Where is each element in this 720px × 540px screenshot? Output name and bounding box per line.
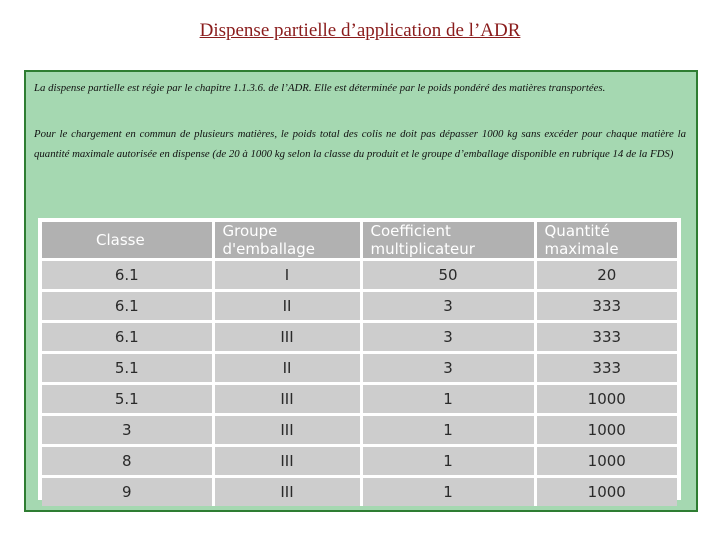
header-coefficient: Coefficient multiplicateur bbox=[361, 222, 535, 260]
cell-groupe: II bbox=[213, 353, 361, 384]
cell-quantite: 333 bbox=[535, 322, 677, 353]
page-title: Dispense partielle d’application de l’ADR bbox=[199, 20, 521, 41]
cell-coefficient: 1 bbox=[361, 446, 535, 477]
dispense-table bbox=[42, 222, 677, 506]
cell-quantite: 20 bbox=[535, 260, 677, 291]
cell-coefficient: 1 bbox=[361, 384, 535, 415]
cell-classe: 6.1 bbox=[42, 260, 213, 291]
cell-classe: 3 bbox=[42, 415, 213, 446]
table-header-row bbox=[42, 222, 677, 260]
loading-rule-paragraph: Pour le chargement en commun de plusieurs matières, le poids total des colis ne doit pas dépasser 1000 kg sans excéder pour chaque matière la quantité maximale autorisée en dispense (de 20 à 1000 kg selon la classe du produit et le groupe d’emballage disponible en rubrique 14 de la FDS) bbox=[34, 128, 686, 160]
content-panel bbox=[24, 70, 698, 512]
cell-classe: 6.1 bbox=[42, 291, 213, 322]
table-row bbox=[42, 384, 677, 415]
table-row bbox=[42, 353, 677, 384]
cell-groupe: II bbox=[213, 291, 361, 322]
cell-classe: 5.1 bbox=[42, 384, 213, 415]
cell-quantite: 333 bbox=[535, 353, 677, 384]
cell-groupe: III bbox=[213, 415, 361, 446]
header-classe: Classe bbox=[42, 222, 213, 260]
cell-coefficient: 1 bbox=[361, 477, 535, 507]
cell-coefficient: 1 bbox=[361, 415, 535, 446]
cell-groupe: III bbox=[213, 446, 361, 477]
cell-coefficient: 3 bbox=[361, 353, 535, 384]
header-groupe-emballage: Groupe d'emballage bbox=[213, 222, 361, 260]
cell-groupe: I bbox=[213, 260, 361, 291]
cell-quantite: 1000 bbox=[535, 477, 677, 507]
cell-coefficient: 3 bbox=[361, 322, 535, 353]
cell-groupe: III bbox=[213, 322, 361, 353]
cell-groupe: III bbox=[213, 384, 361, 415]
table-row bbox=[42, 260, 677, 291]
cell-quantite: 1000 bbox=[535, 384, 677, 415]
cell-classe: 9 bbox=[42, 477, 213, 507]
table-row bbox=[42, 415, 677, 446]
cell-coefficient: 50 bbox=[361, 260, 535, 291]
intro-paragraph: La dispense partielle est régie par le chapitre 1.1.3.6. de l’ADR. Elle est déterminée par le poids pondéré des matières transportées. bbox=[34, 82, 606, 94]
cell-classe: 8 bbox=[42, 446, 213, 477]
cell-classe: 5.1 bbox=[42, 353, 213, 384]
table-frame bbox=[38, 218, 681, 500]
table-row bbox=[42, 291, 677, 322]
cell-quantite: 1000 bbox=[535, 415, 677, 446]
cell-quantite: 333 bbox=[535, 291, 677, 322]
cell-groupe: III bbox=[213, 477, 361, 507]
cell-classe: 6.1 bbox=[42, 322, 213, 353]
cell-coefficient: 3 bbox=[361, 291, 535, 322]
table-row bbox=[42, 322, 677, 353]
cell-quantite: 1000 bbox=[535, 446, 677, 477]
table-row bbox=[42, 477, 677, 507]
header-quantite-maximale: Quantité maximale bbox=[535, 222, 677, 260]
table-row bbox=[42, 446, 677, 477]
